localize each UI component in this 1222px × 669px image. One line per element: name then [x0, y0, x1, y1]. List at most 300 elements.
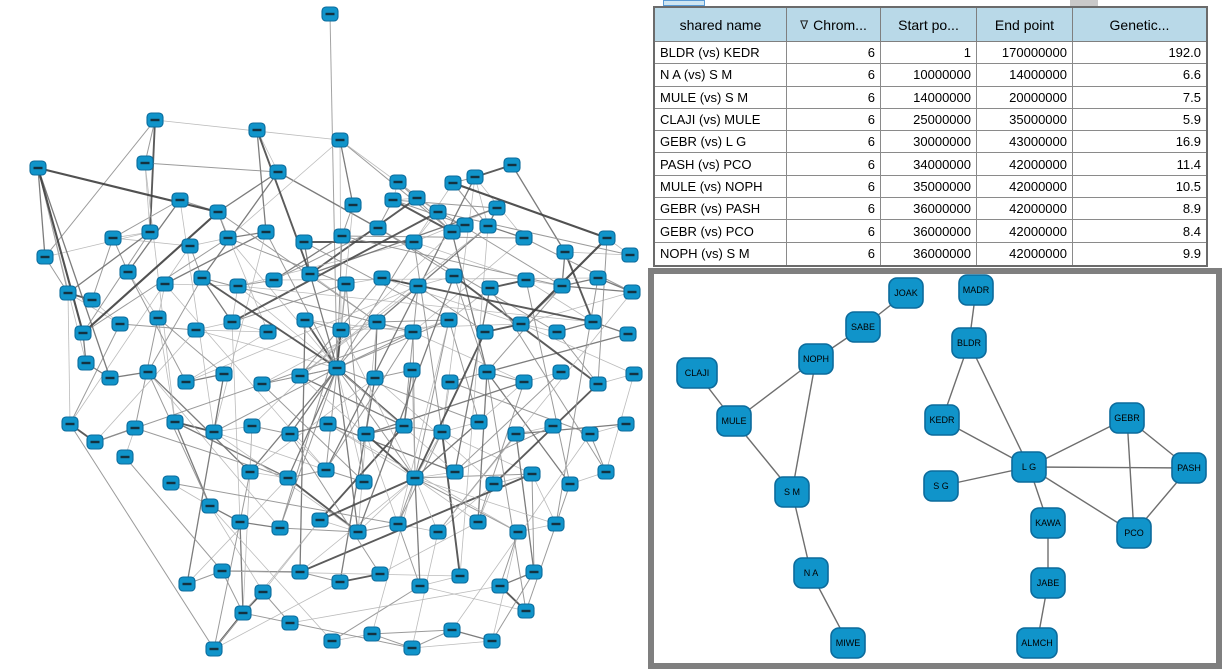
network-node[interactable]: [282, 616, 298, 630]
subnet-node-JABE[interactable]: [1031, 568, 1065, 598]
node-label-smudge: [530, 571, 539, 573]
node-label-smudge: [338, 235, 347, 237]
network-node[interactable]: [549, 325, 565, 339]
network-node[interactable]: [60, 286, 76, 300]
node-label-smudge: [514, 531, 523, 533]
network-edge[interactable]: [337, 368, 455, 472]
network-node[interactable]: [407, 471, 423, 485]
network-node[interactable]: [441, 313, 457, 327]
network-edge[interactable]: [278, 172, 378, 228]
node-label-smudge: [360, 481, 369, 483]
subnet-edge-LG-PASH[interactable]: [1029, 467, 1189, 468]
subnet-node-GEBR[interactable]: [1110, 403, 1144, 433]
network-node[interactable]: [582, 427, 598, 441]
table-row[interactable]: [655, 243, 1206, 265]
network-node[interactable]: [350, 525, 366, 539]
network-node[interactable]: [206, 425, 222, 439]
node-label-smudge: [624, 333, 633, 335]
table-row[interactable]: [655, 176, 1206, 198]
svg-text:PASH: PASH: [1177, 463, 1201, 473]
network-node[interactable]: [358, 427, 374, 441]
network-node[interactable]: [312, 513, 328, 527]
subnet-node-MADR[interactable]: [959, 275, 993, 305]
network-edge[interactable]: [218, 172, 278, 212]
network-edge[interactable]: [214, 522, 240, 649]
subnet-node-PCO[interactable]: [1117, 518, 1151, 548]
network-node[interactable]: [220, 231, 236, 245]
node-label-smudge: [368, 633, 377, 635]
network-edge[interactable]: [372, 478, 415, 634]
network-node[interactable]: [249, 123, 265, 137]
node-label-smudge: [557, 371, 566, 373]
node-label-smudge: [66, 423, 75, 425]
subnet-node-KEDR[interactable]: [925, 405, 959, 435]
column-header-label: Genetic...: [1109, 16, 1170, 33]
network-edge[interactable]: [398, 524, 420, 586]
network-node[interactable]: [260, 325, 276, 339]
network-edge[interactable]: [240, 522, 243, 613]
subnet-node-LG[interactable]: [1012, 452, 1046, 482]
network-node[interactable]: [585, 315, 601, 329]
network-node[interactable]: [235, 606, 251, 620]
network-node[interactable]: [367, 371, 383, 385]
sort-indicator-icon: ∇: [800, 17, 809, 32]
table-cell: CLAJI (vs) MULE: [655, 109, 787, 130]
network-node[interactable]: [486, 477, 502, 491]
node-label-smudge: [146, 231, 155, 233]
table-cell: 20000000: [977, 87, 1073, 108]
node-label-smudge: [448, 629, 457, 631]
network-node[interactable]: [545, 419, 561, 433]
table-cell: GEBR (vs) L G: [655, 131, 787, 152]
network-node[interactable]: [442, 375, 458, 389]
network-node[interactable]: [412, 579, 428, 593]
network-edge[interactable]: [337, 368, 364, 482]
subnet-node-PASH[interactable]: [1172, 453, 1206, 483]
network-edge[interactable]: [175, 422, 210, 506]
node-label-smudge: [274, 171, 283, 173]
network-node[interactable]: [258, 225, 274, 239]
network-edge[interactable]: [228, 140, 340, 238]
network-node[interactable]: [255, 585, 271, 599]
subnet-node-SABE[interactable]: [846, 312, 880, 342]
network-edge[interactable]: [38, 168, 218, 212]
table-cell: 170000000: [977, 42, 1073, 63]
table-body: [655, 42, 1206, 265]
network-edge[interactable]: [228, 238, 337, 368]
network-node[interactable]: [102, 371, 118, 385]
network-node[interactable]: [364, 627, 380, 641]
network-node[interactable]: [510, 525, 526, 539]
node-label-smudge: [82, 362, 91, 364]
node-label-smudge: [394, 181, 403, 183]
network-node[interactable]: [202, 499, 218, 513]
subnet-node-ALMCH[interactable]: [1017, 628, 1057, 658]
network-node[interactable]: [302, 267, 318, 281]
network-node[interactable]: [526, 565, 542, 579]
network-node[interactable]: [87, 435, 103, 449]
node-label-smudge: [176, 199, 185, 201]
table-cell: 7.5: [1182, 89, 1201, 105]
subnet-node-MULE[interactable]: [717, 406, 751, 436]
node-label-smudge: [354, 531, 363, 533]
network-node[interactable]: [242, 465, 258, 479]
network-node[interactable]: [548, 517, 564, 531]
network-node[interactable]: [105, 231, 121, 245]
network-node[interactable]: [444, 623, 460, 637]
network-node[interactable]: [230, 279, 246, 293]
network-edge[interactable]: [180, 200, 214, 432]
network-node[interactable]: [618, 417, 634, 431]
node-label-smudge: [434, 211, 443, 213]
network-edge[interactable]: [38, 168, 110, 378]
network-node[interactable]: [297, 313, 313, 327]
table-cell: 42000000: [977, 153, 1073, 174]
node-label-smudge: [167, 482, 176, 484]
network-node[interactable]: [356, 475, 372, 489]
network-node[interactable]: [182, 239, 198, 253]
network-node[interactable]: [210, 205, 226, 219]
column-header-genetic[interactable]: [1073, 8, 1206, 41]
network-node[interactable]: [232, 515, 248, 529]
network-node[interactable]: [172, 193, 188, 207]
network-node[interactable]: [430, 525, 446, 539]
subnetwork-canvas[interactable]: [654, 274, 1216, 663]
network-edge[interactable]: [598, 238, 607, 384]
network-edge[interactable]: [412, 641, 492, 648]
network-node[interactable]: [78, 356, 94, 370]
network-node[interactable]: [370, 221, 386, 235]
node-label-smudge: [144, 371, 153, 373]
column-header-end-point[interactable]: [977, 8, 1073, 41]
network-node[interactable]: [518, 604, 534, 618]
network-node[interactable]: [446, 269, 462, 283]
network-node[interactable]: [516, 375, 532, 389]
network-node[interactable]: [75, 326, 91, 340]
subnet-node-SM[interactable]: [775, 477, 809, 507]
network-node[interactable]: [333, 323, 349, 337]
network-node[interactable]: [329, 361, 345, 375]
network-node[interactable]: [163, 476, 179, 490]
network-node[interactable]: [127, 421, 143, 435]
network-node[interactable]: [270, 165, 286, 179]
node-label-smudge: [171, 421, 180, 423]
node-label-smudge: [508, 164, 517, 166]
table-row[interactable]: [655, 198, 1206, 220]
node-label-smudge: [512, 433, 521, 435]
network-node[interactable]: [296, 235, 312, 249]
network-edge[interactable]: [340, 140, 353, 205]
network-node[interactable]: [345, 198, 361, 212]
network-edge[interactable]: [125, 457, 222, 571]
network-node[interactable]: [599, 231, 615, 245]
network-node[interactable]: [590, 271, 606, 285]
node-label-smudge: [376, 573, 385, 575]
table-row[interactable]: [655, 153, 1206, 175]
network-edge[interactable]: [372, 630, 452, 634]
node-label-smudge: [262, 231, 271, 233]
table-cell: 6: [787, 243, 881, 265]
network-node[interactable]: [553, 365, 569, 379]
network-edge[interactable]: [415, 474, 532, 478]
network-edge[interactable]: [453, 183, 607, 238]
network-node[interactable]: [390, 517, 406, 531]
network-node[interactable]: [404, 641, 420, 655]
network-node[interactable]: [224, 315, 240, 329]
node-label-smudge: [445, 319, 454, 321]
network-edge[interactable]: [342, 236, 524, 238]
node-label-smudge: [486, 287, 495, 289]
table-row[interactable]: [655, 220, 1206, 242]
network-node[interactable]: [622, 248, 638, 262]
network-edge[interactable]: [521, 324, 634, 374]
network-node[interactable]: [405, 325, 421, 339]
network-node[interactable]: [140, 365, 156, 379]
network-edge[interactable]: [330, 14, 337, 368]
network-node[interactable]: [282, 427, 298, 441]
table-cell: 10000000: [881, 64, 977, 85]
subnet-node-CLAJI[interactable]: [677, 358, 717, 388]
network-edge[interactable]: [442, 432, 460, 576]
node-label-smudge: [270, 279, 279, 281]
network-node[interactable]: [590, 377, 606, 391]
network-node[interactable]: [562, 477, 578, 491]
network-edge[interactable]: [155, 120, 340, 140]
subnet-node-SG[interactable]: [924, 471, 958, 501]
network-edge[interactable]: [415, 478, 420, 586]
network-node[interactable]: [320, 417, 336, 431]
node-label-smudge: [394, 523, 403, 525]
node-label-smudge: [594, 277, 603, 279]
column-header-start-position[interactable]: [881, 8, 977, 41]
node-label-smudge: [183, 583, 192, 585]
svg-text:MULE: MULE: [721, 416, 747, 426]
network-node[interactable]: [624, 285, 640, 299]
svg-text:MADR: MADR: [962, 285, 990, 295]
node-label-smudge: [286, 622, 295, 624]
subnet-node-NOPH[interactable]: [799, 344, 833, 374]
network-node[interactable]: [504, 158, 520, 172]
network-node[interactable]: [338, 277, 354, 291]
network-node[interactable]: [518, 273, 534, 287]
node-label-smudge: [210, 431, 219, 433]
subnet-node-JOAK[interactable]: [889, 278, 923, 308]
network-node[interactable]: [410, 279, 426, 293]
network-node[interactable]: [513, 317, 529, 331]
network-node[interactable]: [188, 323, 204, 337]
node-label-smudge: [566, 483, 575, 485]
subnetwork-panel[interactable]: [648, 268, 1222, 669]
network-node[interactable]: [318, 463, 334, 477]
network-node[interactable]: [626, 367, 642, 381]
network-node[interactable]: [409, 191, 425, 205]
network-node[interactable]: [445, 176, 461, 190]
network-node[interactable]: [147, 113, 163, 127]
network-node[interactable]: [447, 465, 463, 479]
network-node[interactable]: [30, 161, 46, 175]
network-node[interactable]: [120, 265, 136, 279]
node-label-smudge: [220, 373, 229, 375]
network-node[interactable]: [254, 377, 270, 391]
network-node[interactable]: [404, 363, 420, 377]
node-label-smudge: [286, 433, 295, 435]
node-label-smudge: [410, 241, 419, 243]
network-node[interactable]: [167, 415, 183, 429]
network-node[interactable]: [396, 419, 412, 433]
network-node[interactable]: [489, 201, 505, 215]
node-label-smudge: [121, 456, 130, 458]
network-node[interactable]: [620, 327, 636, 341]
node-label-smudge: [622, 423, 631, 425]
node-label-smudge: [408, 647, 417, 649]
node-label-smudge: [276, 527, 285, 529]
table-row[interactable]: [655, 109, 1206, 131]
node-label-smudge: [206, 505, 215, 507]
network-node[interactable]: [372, 567, 388, 581]
network-node[interactable]: [137, 156, 153, 170]
network-edge[interactable]: [250, 378, 375, 472]
network-edge[interactable]: [438, 292, 632, 532]
node-label-smudge: [520, 381, 529, 383]
network-node[interactable]: [390, 175, 406, 189]
table-row[interactable]: [655, 87, 1206, 109]
network-node[interactable]: [37, 250, 53, 264]
network-edge[interactable]: [393, 200, 465, 225]
node-label-smudge: [151, 119, 160, 121]
network-edge[interactable]: [187, 374, 224, 584]
node-label-smudge: [328, 640, 337, 642]
column-header-chromosome[interactable]: [787, 8, 881, 41]
network-node[interactable]: [112, 317, 128, 331]
subnet-node-KAWA[interactable]: [1031, 508, 1065, 538]
network-node[interactable]: [332, 133, 348, 147]
network-edge[interactable]: [92, 238, 113, 300]
node-label-smudge: [522, 279, 531, 281]
network-node[interactable]: [516, 231, 532, 245]
network-edge[interactable]: [274, 278, 598, 280]
network-node[interactable]: [470, 515, 486, 529]
network-node[interactable]: [554, 279, 570, 293]
svg-text:PCO: PCO: [1124, 528, 1144, 538]
svg-text:NOPH: NOPH: [802, 354, 830, 364]
network-node[interactable]: [178, 375, 194, 389]
network-node[interactable]: [142, 225, 158, 239]
table-header-row: [655, 8, 1206, 42]
node-label-smudge: [246, 471, 255, 473]
network-node[interactable]: [266, 273, 282, 287]
node-label-smudge: [324, 423, 333, 425]
node-label-smudge: [434, 531, 443, 533]
table-cell: 35000000: [881, 176, 977, 197]
network-node[interactable]: [214, 564, 230, 578]
network-edge[interactable]: [165, 232, 266, 284]
network-node[interactable]: [324, 634, 340, 648]
network-node[interactable]: [508, 427, 524, 441]
network-node[interactable]: [179, 577, 195, 591]
network-node[interactable]: [334, 229, 350, 243]
network-node[interactable]: [206, 642, 222, 656]
subnet-node-MIWE[interactable]: [831, 628, 865, 658]
table-row[interactable]: [655, 42, 1206, 64]
network-node[interactable]: [157, 277, 173, 291]
network-node[interactable]: [84, 293, 100, 307]
network-node[interactable]: [374, 271, 390, 285]
network-node[interactable]: [471, 415, 487, 429]
network-node[interactable]: [385, 193, 401, 207]
network-node[interactable]: [430, 205, 446, 219]
network-node[interactable]: [406, 235, 422, 249]
network-node[interactable]: [484, 634, 500, 648]
network-edge[interactable]: [377, 320, 449, 322]
network-node[interactable]: [292, 565, 308, 579]
table-cell: 34000000: [881, 153, 977, 174]
table-row[interactable]: [655, 64, 1206, 86]
subnet-edge-BLDR-LG[interactable]: [969, 343, 1029, 467]
network-node[interactable]: [477, 325, 493, 339]
network-edge[interactable]: [238, 286, 337, 368]
node-label-smudge: [628, 291, 637, 293]
table-cell: 192.0: [1168, 45, 1201, 61]
network-node[interactable]: [444, 225, 460, 239]
table-cell: 6: [787, 176, 881, 197]
network-node[interactable]: [479, 365, 495, 379]
node-label-smudge: [349, 204, 358, 206]
network-node[interactable]: [280, 471, 296, 485]
network-node[interactable]: [322, 7, 338, 21]
subnet-node-BLDR[interactable]: [952, 328, 986, 358]
network-node[interactable]: [434, 425, 450, 439]
network-node[interactable]: [332, 575, 348, 589]
node-label-smudge: [296, 571, 305, 573]
network-node[interactable]: [482, 281, 498, 295]
network-node[interactable]: [467, 170, 483, 184]
network-edge[interactable]: [420, 586, 526, 611]
subnet-edge-GEBR-PCO[interactable]: [1127, 418, 1134, 533]
node-label-smudge: [475, 421, 484, 423]
table-cell: 42000000: [977, 176, 1073, 197]
node-label-smudge: [373, 321, 382, 323]
network-node[interactable]: [194, 271, 210, 285]
column-header-shared-name[interactable]: [655, 8, 787, 41]
node-label-smudge: [300, 241, 309, 243]
network-node[interactable]: [216, 367, 232, 381]
subnet-edge-NOPH-SM[interactable]: [792, 359, 816, 492]
network-node[interactable]: [244, 419, 260, 433]
network-edge[interactable]: [145, 163, 278, 172]
table-cell: 35000000: [977, 109, 1073, 130]
network-node[interactable]: [492, 579, 508, 593]
table-row[interactable]: [655, 131, 1206, 153]
network-node[interactable]: [598, 465, 614, 479]
network-edge[interactable]: [68, 293, 70, 424]
network-node[interactable]: [524, 467, 540, 481]
network-node[interactable]: [292, 369, 308, 383]
network-node[interactable]: [62, 417, 78, 431]
table-cell: 14000000: [977, 64, 1073, 85]
node-label-smudge: [484, 225, 493, 227]
network-node[interactable]: [452, 569, 468, 583]
network-node[interactable]: [480, 219, 496, 233]
network-node[interactable]: [369, 315, 385, 329]
network-node[interactable]: [272, 521, 288, 535]
node-label-smudge: [301, 319, 310, 321]
network-node[interactable]: [557, 245, 573, 259]
node-label-smudge: [106, 377, 115, 379]
svg-text:KEDR: KEDR: [929, 415, 955, 425]
subnet-node-NA[interactable]: [794, 558, 828, 588]
network-node[interactable]: [150, 311, 166, 325]
network-node[interactable]: [117, 450, 133, 464]
